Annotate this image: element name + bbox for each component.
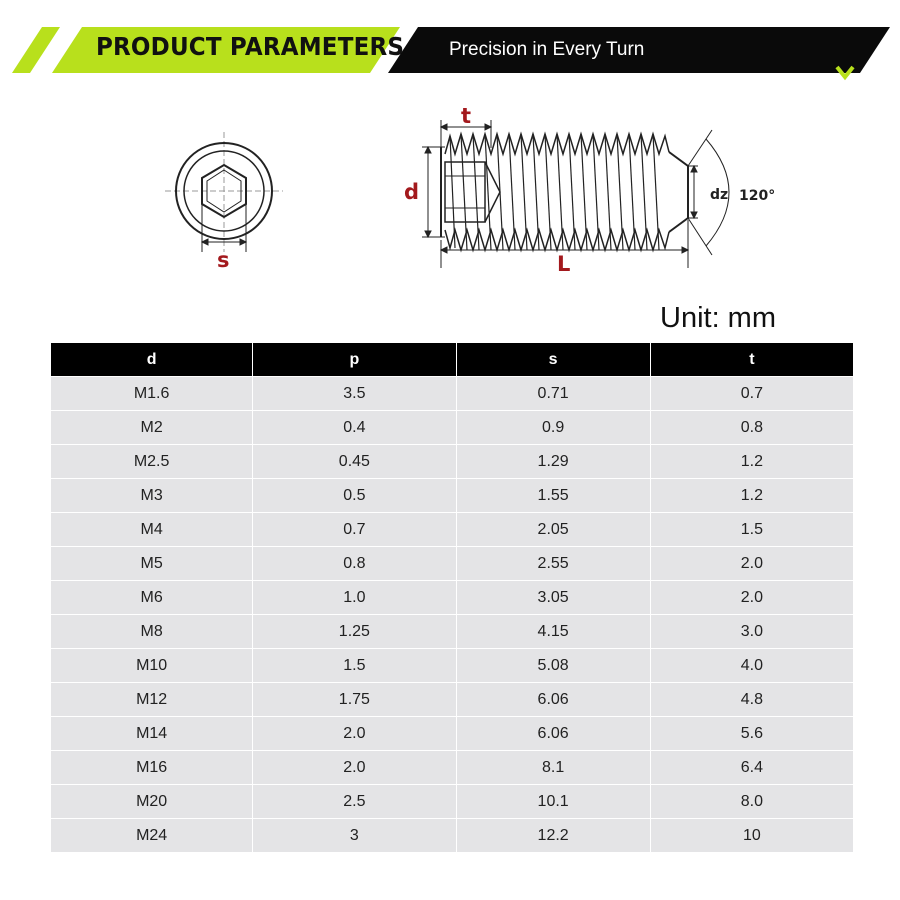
cell-d: M14 xyxy=(51,716,253,750)
cell-d: M8 xyxy=(51,614,253,648)
table-row xyxy=(51,716,853,750)
column-header-s: s xyxy=(457,343,651,376)
cell-d: M6 xyxy=(51,580,253,614)
cell-t: 0.8 xyxy=(651,410,853,444)
table-row xyxy=(51,614,853,648)
set-screw-diagram xyxy=(0,90,900,300)
cell-t: 2.0 xyxy=(651,580,853,614)
cell-d: M4 xyxy=(51,512,253,546)
cell-s: 6.06 xyxy=(457,716,651,750)
cell-t: 1.2 xyxy=(651,444,853,478)
dim-label-t: t xyxy=(461,104,472,128)
cell-s: 5.08 xyxy=(457,648,651,682)
cell-p: 0.45 xyxy=(253,444,456,478)
cell-p: 2.5 xyxy=(253,784,456,818)
table-body xyxy=(51,376,853,852)
table-row xyxy=(51,750,853,784)
column-header-p: p xyxy=(253,343,456,376)
column-header-d: d xyxy=(51,343,253,376)
cell-t: 6.4 xyxy=(651,750,853,784)
cell-p: 3 xyxy=(253,818,456,852)
dim-label-L: L xyxy=(557,252,571,276)
dim-label-angle: 120° xyxy=(739,188,776,204)
table-row xyxy=(51,818,853,852)
accent-stripe xyxy=(12,27,60,73)
banner-subtitle: Precision in Every Turn xyxy=(449,39,645,60)
cell-s: 12.2 xyxy=(457,818,651,852)
cell-d: M12 xyxy=(51,682,253,716)
cell-s: 1.29 xyxy=(457,444,651,478)
side-view xyxy=(422,120,729,268)
cell-s: 6.06 xyxy=(457,682,651,716)
cell-d: M2 xyxy=(51,410,253,444)
cell-s: 1.55 xyxy=(457,478,651,512)
column-header-t: t xyxy=(651,343,853,376)
cell-d: M16 xyxy=(51,750,253,784)
cell-s: 2.05 xyxy=(457,512,651,546)
dim-label-dz: dz xyxy=(710,187,729,203)
cell-s: 10.1 xyxy=(457,784,651,818)
banner-title: PRODUCT PARAMETERS xyxy=(96,32,405,61)
cell-t: 8.0 xyxy=(651,784,853,818)
cell-t: 3.0 xyxy=(651,614,853,648)
cell-p: 0.4 xyxy=(253,410,456,444)
cell-t: 0.7 xyxy=(651,376,853,410)
cell-d: M10 xyxy=(51,648,253,682)
cell-p: 2.0 xyxy=(253,716,456,750)
cell-p: 1.25 xyxy=(253,614,456,648)
table-row xyxy=(51,376,853,410)
cell-s: 2.55 xyxy=(457,546,651,580)
cell-p: 0.8 xyxy=(253,546,456,580)
cell-p: 2.0 xyxy=(253,750,456,784)
cell-t: 4.8 xyxy=(651,682,853,716)
cell-s: 8.1 xyxy=(457,750,651,784)
unit-label: Unit: mm xyxy=(660,302,776,334)
table-header-row xyxy=(51,343,853,376)
cell-p: 1.0 xyxy=(253,580,456,614)
cell-d: M2.5 xyxy=(51,444,253,478)
table-row xyxy=(51,410,853,444)
table-row xyxy=(51,512,853,546)
cell-s: 0.71 xyxy=(457,376,651,410)
dim-label-d: d xyxy=(404,180,420,204)
table-row xyxy=(51,682,853,716)
cell-t: 5.6 xyxy=(651,716,853,750)
end-view xyxy=(165,132,283,252)
cell-t: 4.0 xyxy=(651,648,853,682)
cell-s: 3.05 xyxy=(457,580,651,614)
cell-d: M5 xyxy=(51,546,253,580)
cell-s: 4.15 xyxy=(457,614,651,648)
table-row xyxy=(51,580,853,614)
parameter-table xyxy=(51,343,853,852)
cell-p: 3.5 xyxy=(253,376,456,410)
cell-t: 1.5 xyxy=(651,512,853,546)
cell-d: M3 xyxy=(51,478,253,512)
table-row xyxy=(51,648,853,682)
table-row xyxy=(51,546,853,580)
cell-d: M24 xyxy=(51,818,253,852)
header-banner xyxy=(0,0,900,90)
table-row xyxy=(51,784,853,818)
cell-t: 10 xyxy=(651,818,853,852)
cell-p: 0.5 xyxy=(253,478,456,512)
cell-t: 2.0 xyxy=(651,546,853,580)
cell-t: 1.2 xyxy=(651,478,853,512)
cell-d: M1.6 xyxy=(51,376,253,410)
table-row xyxy=(51,444,853,478)
cell-d: M20 xyxy=(51,784,253,818)
cell-p: 1.75 xyxy=(253,682,456,716)
dim-label-s: s xyxy=(217,248,230,272)
cell-s: 0.9 xyxy=(457,410,651,444)
table-row xyxy=(51,478,853,512)
cell-p: 1.5 xyxy=(253,648,456,682)
cell-p: 0.7 xyxy=(253,512,456,546)
